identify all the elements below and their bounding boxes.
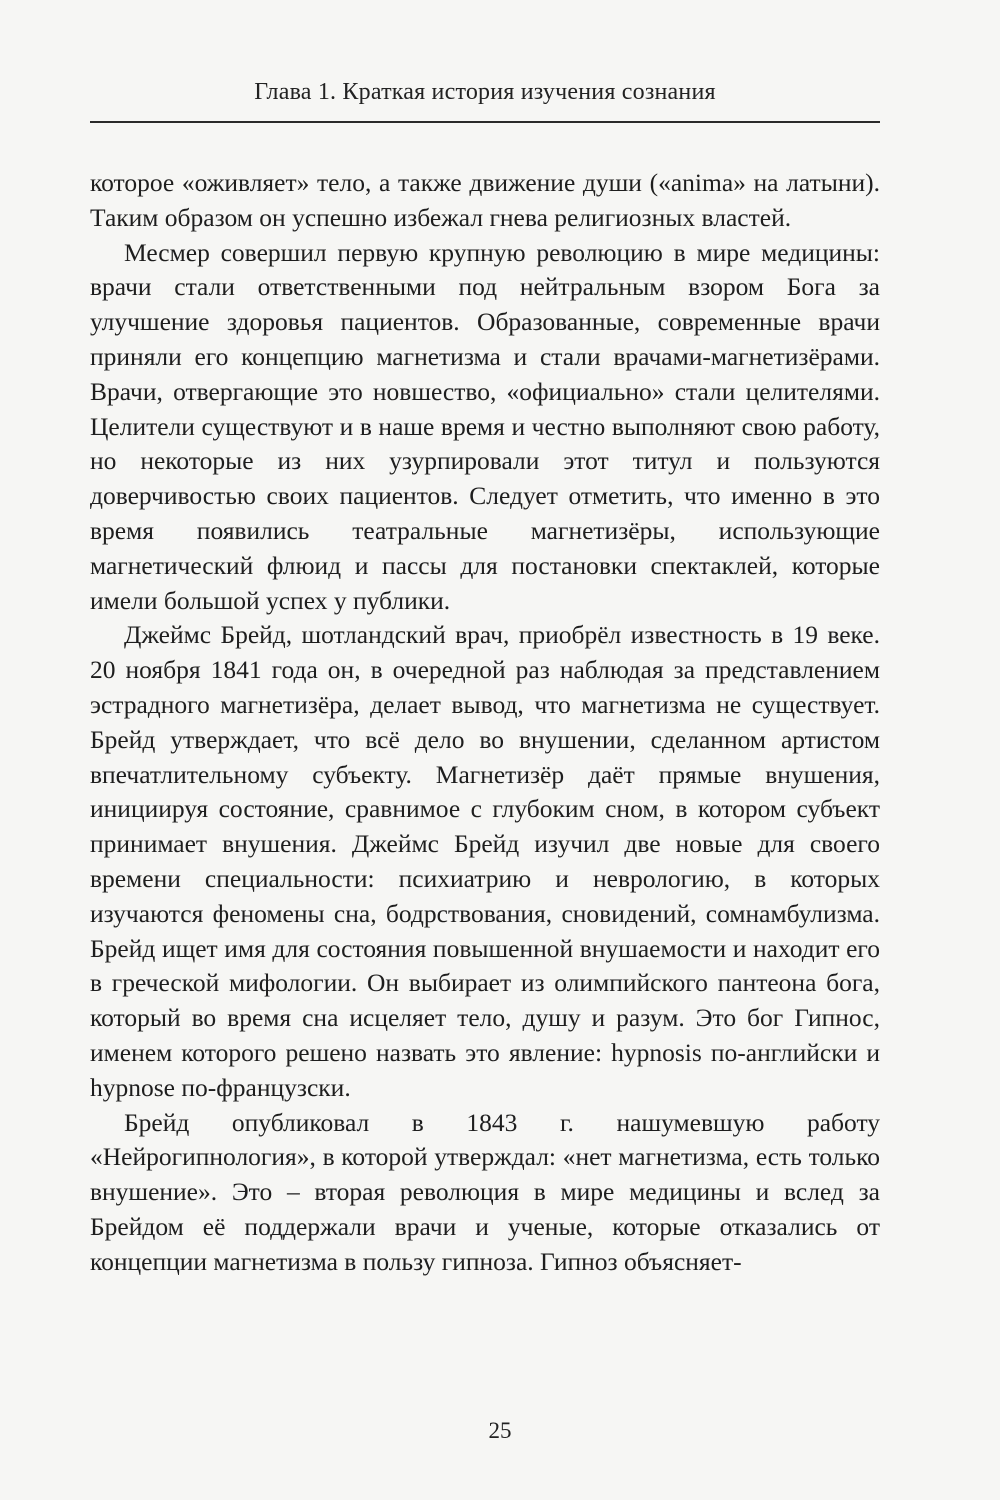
header-rule <box>90 121 880 123</box>
paragraph: Брейд опубликовал в 1843 г. нашумевшую работу «Нейрогипнология», в которой утверждал: «нет магнетизма, есть только внушение». Это – вторая революция в мире медицины и вслед за Брейдом её поддержали врачи и ученые, которые отказались от концепции магнетизма в пользу гипноза. Гипноз объясняет- <box>90 1107 880 1276</box>
page-number: 25 <box>488 1418 512 1443</box>
paragraph: Месмер совершил первую крупную революцию в мире медицины: врачи стали ответственными под нейтральным взором Бога за улучшение здоровья пациентов. Образованные, современные врачи приняли его концепцию магнетизма и стали врачами-магнетизёрами. Врачи, отвергающие это новшество, «официально» стали целителями. Целители существуют и в наше время и честно выполняют свою работу, но некоторые из них узурпировали этот титул и пользуются доверчивостью своих пациентов. Следует отметить, что именно в это время появились театральные магнетизёры, использующие магнетический флюид и пассы для постановки спектаклей, которые имели большой успех у публики. <box>90 237 880 615</box>
paragraph: Джеймс Брейд, шотландский врач, приобрёл известность в 19 веке. 20 ноября 1841 года он, в очередной раз наблюдая за представлением эстрадного магнетизёра, делает вывод, что магнетизма не существует. Брейд утверждает, что всё дело во внушении, сделанном артистом впечатлительному субъекту. Магнетизёр даёт прямые внушения, инициируя состояние, сравнимое с глубоким сном, в котором субъект принимает внушения. Джеймс Брейд изучил две новые для своего времени специальности: психиатрию и неврологию, в которых изучаются феномены сна, бодрствования, сновидений, сомнамбулизма. Брейд ищет имя для состояния повышенной внушаемости и находит его в греческой мифологии. Он выбирает из олимпийского пантеона бога, который во время сна исцеляет тело, душу и разум. Это бог Гипнос, именем которого решено назвать это явление: hypnosis по-английски и hypnose по-французски. <box>90 620 880 1102</box>
running-header-title: Глава 1. Краткая история изучения сознания <box>254 79 716 105</box>
paragraph: которое «оживляет» тело, а также движение души («anima» на латыни). Таким образом он успешно избежал гнева религиозных властей. <box>90 168 880 232</box>
body-text <box>90 166 880 1280</box>
